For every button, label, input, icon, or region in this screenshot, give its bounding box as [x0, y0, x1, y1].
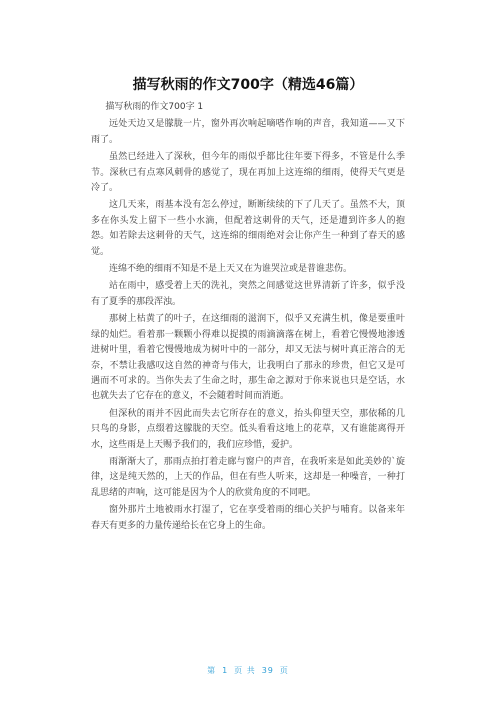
page-footer	[0, 665, 496, 676]
paragraph: 窗外那片土地被雨水打湿了，它在享受着雨的细心关护与哺育。以备来年春天有更多的力量传递给长在它身上的生命。	[91, 505, 405, 531]
document-body	[91, 100, 405, 536]
paragraph: 虽然已经进入了深秋，但今年的雨似乎都比往年要下得多，不管是什么季节。深秋已有点寒风刺骨的感觉了，现在再加上这连绵的细雨，使得天气更是冷了。	[91, 152, 405, 194]
document-title: 描写秋雨的作文700字（精选46篇）	[132, 77, 364, 93]
footer-current-page: 1	[222, 666, 229, 675]
footer-label-end: 页	[279, 666, 289, 675]
paragraph: 但深秋的雨并不因此而失去它所存在的意义，抬头仰望天空，那依稀的几只鸟的身影，点缀着这朦胧的天空。低头看看这地上的花草，又有谁能离得开水，这些雨是上天赐予我们的，我们应珍惜，爱护。	[91, 408, 405, 450]
paragraph: 远处天边又是朦胧一片，窗外再次响起嘀嗒作响的声音，我知道——又下雨了。	[91, 119, 405, 145]
section-subtitle: 描写秋雨的作文700字 1	[105, 102, 204, 112]
footer-label-page: 第	[207, 666, 217, 675]
paragraph: 雨渐渐大了，那雨点拍打着走廊与窗户的声音，在我听来是如此美妙的`旋律，这是纯天然的，上天的作品，但在有些人听来，这却是一种噪音，一种打乱思绪的声响，这可能是因为个人的欣赏角度的不同吧。	[91, 456, 405, 498]
footer-total-pages: 39	[261, 666, 274, 675]
paragraph: 连绵不绝的细雨不知是不是上天又在为谁哭泣或是普谁悲伤。	[109, 264, 353, 275]
paragraph: 那树上枯黄了的叶子，在这细雨的滋润下，似乎又充满生机，像是要重叶绿的灿烂。看着那一颗颗小得难以捉摸的雨滴滴落在树上，看着它慢慢地渗透进树叶里，看着它慢慢地成为树叶中的一部分，却又无法与树叶真正溶合的无奈，不禁让我感叹这自然的神奇与伟大，让我明白了那永的珍贵，但它又是可遇而不可求的。当你失去了生命之时，那生命之源对于你来说也只是空话，水也就失去了它存在的意义，不会随着时间而消逝。	[91, 314, 405, 402]
paragraph: 站在雨中，感受着上天的洗礼，突然之间感觉这世界清新了许多，似乎没有了夏季的那段浑浊。	[91, 281, 405, 307]
footer-label-of: 页 共	[234, 666, 256, 675]
paragraph: 这几天来，雨基本没有怎么停过，断断续续的下了几天了。虽然不大，顶多在你头发上留下一些小水滴，但配着这刺骨的天气，还是遭到许多人的抱怨。如若除去这刺骨的天气，这连绵的细雨绝对会让你产生一种到了春天的感觉。	[91, 200, 405, 257]
